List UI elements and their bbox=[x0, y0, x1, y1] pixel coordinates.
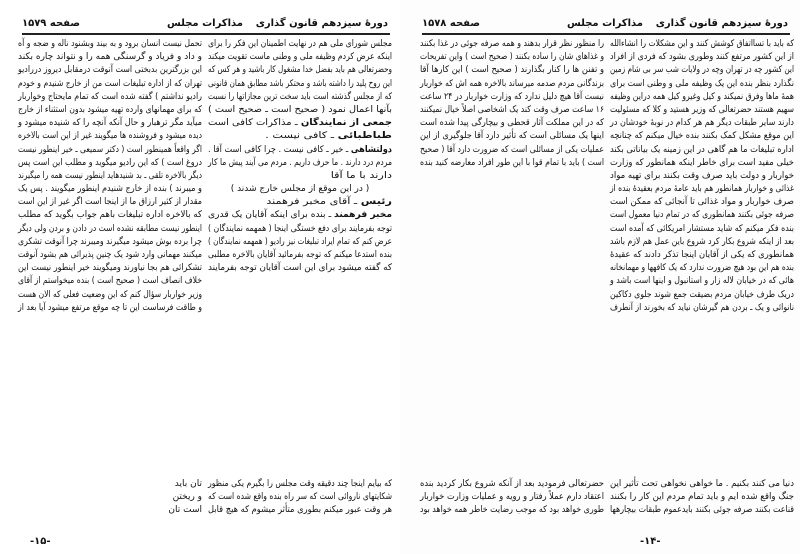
text-line: و میبرند ) بنده از خارج شنیدم اینطور میگویند . پس یک bbox=[18, 184, 203, 195]
text-line: صرف خواربار و مواد غذائی تا آنجائی که ممکن است bbox=[610, 197, 794, 208]
text-line: اگر واقعاً همینطور است ( دکتر سمیعی ـ خیر اینطور نیست bbox=[18, 144, 203, 155]
text-line: هائی که در خیابان لاله زار و استانبول و اینها است باشد و bbox=[610, 276, 794, 287]
text-line: همهٔ ماها وفرق نمیکند و کیل وغیرو کیل همه دراین وظیفه bbox=[610, 91, 794, 102]
text-line: صرفه جوئی بکنند همانطوری که در تمام دنیا معمول است bbox=[610, 210, 794, 221]
text-column-left bbox=[420, 38, 604, 170]
text-line: است تان bbox=[168, 505, 202, 516]
text-line: دروغ است ) که این رادیو میگوید و مطلب این است پس bbox=[18, 157, 203, 168]
text-line: اینکه عرض کردم وظیفه ملی و وطنی ماست تقویت میکند bbox=[208, 52, 392, 63]
text-line: وزیر خواربار سؤال کنم که این وضعیت فعلی که الان هست bbox=[17, 289, 202, 300]
text-line: نگذارد بنظر بنده این یک وظیفه ملی و وطنی است برای bbox=[610, 78, 794, 89]
text-line: تشکرائی هم بجا نیاورند ومیگویند خیر اینطور نیست این bbox=[17, 263, 202, 274]
text-line: تهران که از اداره تبلیغات است من از خارج شنیدم و خودم bbox=[18, 78, 202, 89]
text-line: خواربار و دولت باید صرف وقت بکنند برای تهیه مواد bbox=[610, 170, 794, 181]
text-line: مقدار از کثیر ارزاق ما از اینجا است اگر غیر از این است bbox=[18, 197, 203, 208]
page-number: صفحه ۱۵۷۸ bbox=[422, 18, 481, 29]
text-line: که بالاخره اداره تبلیغات باهم جواب بگوید که مطلب bbox=[18, 210, 203, 221]
text-column-right-bottom bbox=[610, 478, 794, 518]
period-title: دورهٔ سیزدهم قانون گذاری bbox=[655, 18, 788, 29]
text-line: توجه بفرمایند برای دفع خستگی اینجا ( همهمه نمایندگان ) bbox=[208, 223, 392, 234]
text-line: و طاقت فرساست این تا چه موقع مرتفع میشود آیا بعد از bbox=[18, 302, 203, 313]
text-line: این کشور چه در تهران وچه در ولایات شب سر بی شام زمین bbox=[610, 65, 794, 76]
text-line: بنده استدعا میکنم که توجه بفرمائید آقایان بالاخره مطلبی bbox=[208, 250, 392, 260]
text-column-left-bottom bbox=[420, 478, 604, 518]
text-line: عرض کنم که تمام ایراد تبلیغات نیز رادیو ( همهمه نمایندگان ) bbox=[208, 236, 392, 247]
text-line: که گفته میشود برای این است آقایان توجه بفرمایند bbox=[208, 263, 392, 274]
text-line: دارند سایر طبقات دیگر هم هر کدام در نوبهٔ خودشان در bbox=[610, 118, 794, 129]
text-line: ۱۶ ساعت صرف وقت کند یک اشخاصی اصلاً خیال نمیکنند bbox=[420, 104, 604, 115]
text-line: و تفنن ها را کنار بگذارند ( صحیح است ) این کارها آقا bbox=[420, 65, 604, 76]
text-line: هر وقت عبور میکنم بطوری متأثر میشوم که هیچ قابل bbox=[208, 505, 392, 516]
speaker-line bbox=[208, 144, 392, 157]
speaker-name: جمعی از نمایندگان bbox=[300, 118, 392, 129]
text-line: رادیو نداشتم ) گفته شده است که تمام مایحتاج وخواربار bbox=[18, 91, 203, 102]
page-folio: -۱۵- bbox=[30, 536, 51, 547]
publication-title: مذاکرات مجلس bbox=[566, 18, 644, 29]
speech-text: ـ کافی نیست . bbox=[265, 131, 338, 142]
text-line: عملیات یکی از مسائلی است که ضرورت دارد آقا ( صحیح bbox=[420, 144, 604, 155]
text-line: بنده هم این بود هیچ ضرورت ندارد که یک کافهها و مهمانخانه bbox=[610, 263, 794, 274]
text-line: و ریختن bbox=[172, 492, 202, 503]
text-line: مجلس شورای ملی هم در نهایت اطمینان این فکر را برای bbox=[208, 39, 392, 49]
text-line: سهیم هستند حضرتعالی که وزیر هستید و کلا که مسئولیت bbox=[610, 104, 794, 115]
text-line: که بیایم اینجا چند دقیقه وقت مجلس را بگیرم یکی منظور bbox=[208, 479, 392, 489]
text-line: حضرتعالی فرمودید بعد از آنکه شروع بکار کردید بنده bbox=[420, 479, 604, 489]
text-line: شکایتهای ناروائی است که سر راه بنده واقع شده است که bbox=[208, 492, 392, 503]
speech-text: ـ خیر ـ کافی نیست . چرا کافی است آقا . bbox=[208, 144, 351, 155]
header-rule bbox=[22, 33, 390, 35]
text-line: که در این مملکت آثار قحطی و بیچارگی پیدا شده است bbox=[420, 118, 604, 129]
text-line: را منظور نظر قرار بدهند و همه صرفه جوئی در غذا بکنند bbox=[420, 39, 604, 49]
text-line: وحضرتعالی هم باید بفضل خدا مشغول کار باشید و هر کس که bbox=[208, 65, 392, 76]
text-line: مردم درد دارند . ما حرف داریم . مردم می آیند پیش ما کار bbox=[208, 157, 392, 168]
text-line: بآنها اعمال نمود ( صحیح است ـ صحیح است ) bbox=[208, 104, 392, 115]
header-rule bbox=[422, 33, 790, 35]
text-line: میکنند مهمانی وارد شود یک چنین پذیرائی هم بشود آنوقت bbox=[18, 250, 203, 260]
text-line: اداره تبلیغات ما هم گاهی در این زمینه یک بیاناتی بکند bbox=[610, 144, 794, 155]
text-line: این روح پلید را داشته باشد و محتکر باشد مطابق همان قانونی bbox=[208, 78, 392, 89]
text-line: از این کشور مرتفع کنند وطوری بشود که فردی از افراد bbox=[610, 52, 794, 63]
text-line: تان باید bbox=[174, 479, 202, 489]
text-line: خلاف انصاف است ( صحیح است ) بنده میخواستم از آقای bbox=[17, 276, 202, 287]
text-line: است ) باید با تمام قوا با این طور افراد معارضه کنید بنده bbox=[420, 157, 604, 168]
text-column-left-bottom bbox=[18, 478, 202, 518]
text-line: که باید با تسااتفاق کوشش کنند و این مشکلات را انشاءالله bbox=[610, 39, 794, 49]
period-title: دورهٔ سیزدهم قانون گذاری bbox=[255, 18, 388, 29]
page-folio: -۱۴- bbox=[640, 536, 661, 547]
text-column-right bbox=[208, 38, 392, 275]
speaker-name: رئیس bbox=[360, 197, 392, 208]
text-line: اینها یک مسائلی است که تأثیر دارد آقا جلوگیری از این bbox=[420, 131, 604, 142]
page-header bbox=[422, 18, 788, 32]
speaker-line bbox=[205, 209, 392, 222]
text-line: که برای مهمانهای وارده تهیه میشود بدون استثناء از خارج bbox=[17, 104, 202, 115]
text-line: چرا برده بوش میشود میگیرند ومیبرند چرا آنوقت تشکری bbox=[18, 236, 202, 247]
text-line: و داد و فریاد و گرسنگی همه را و نتواند چاره بکند bbox=[17, 52, 202, 63]
text-line: میآید مگر ترهبار و حال آنکه آنچه را که شنیده میشود و bbox=[17, 118, 202, 129]
speech-text: ـ آقای مخبر فرهمند bbox=[266, 197, 361, 208]
speaker-name: مخبر فرهمند bbox=[334, 210, 392, 221]
text-line: بعد از اینکه شروع بکار کرد شروع باین عمل هم لازم باشد bbox=[610, 236, 794, 247]
text-line: قناعت بکنند صرفه جوئی بکنند بایدعموم طبقات بیچارهها bbox=[610, 505, 794, 516]
text-line: دریک طرف خیابان مردم بضیقت جمع شوند جلوی دکاکین bbox=[610, 289, 794, 300]
page-number: صفحه ۱۵۷۹ bbox=[22, 18, 81, 29]
speech-text: ـ بنده برای اینکه آقایان یک قدری bbox=[208, 210, 335, 221]
speaker-name: طباطبائی bbox=[337, 131, 392, 142]
text-line: جنگ واقع شده ایم و باید تمام مردم این کار را بکنند bbox=[610, 492, 794, 503]
text-line: که از مجلس گذشته است باید سخت ترین مجازاتها را نسبت bbox=[208, 91, 392, 102]
publication-title: مذاکرات مجلس bbox=[166, 18, 244, 29]
text-line: و غذاهای شان را ساده بکنند ( صحیح است ) واین تفریحات bbox=[420, 52, 604, 63]
text-column-right bbox=[610, 38, 794, 315]
text-line: بنده فکر میکنم که شاید مستشار امریکائی که آمده است bbox=[610, 223, 794, 234]
text-line: دیگر بالاخره تلقی ـ بد شنیدهاید اینطور نیست همه را میگیرند bbox=[18, 170, 203, 181]
page-header bbox=[22, 18, 388, 32]
stage-direction: ( در این موقع از مجلس خارج شدند ) bbox=[230, 184, 370, 195]
text-line: غذائی و خواربار همانطور هم باید عامهٔ مردم بعقیدهٔ بنده از bbox=[610, 184, 794, 195]
text-column-right-bottom bbox=[208, 478, 392, 518]
page-1578 bbox=[400, 0, 800, 554]
speaker-line bbox=[189, 117, 392, 130]
text-line: همانطوری که یکی از آقایان اینجا تذکر دادند که عقیدهٔ bbox=[610, 250, 794, 260]
text-line: دیده میشود و فروشنده ها میگویند غیر از این است بالاخره bbox=[17, 131, 203, 142]
text-line: اینطور نیست مطابقه نشده است در دادن و بردن ولی دیگر bbox=[18, 223, 203, 234]
text-line: دارند با ما آقا bbox=[330, 170, 392, 181]
text-line: دنیا می کنند بکنیم . ما خواهی نخواهی تحت تأثیر این bbox=[610, 479, 794, 489]
text-line: طوری خواهد بود که موجب رضایت خاطر همه خواهد بود bbox=[420, 505, 604, 516]
text-line: این موقع مشکل کمک بکنند بنده خیال میکنم که چنانچه bbox=[610, 131, 794, 142]
speech-text: ـ مذاکرات کافی است bbox=[208, 118, 301, 129]
text-line: خیلی مفید است برای خاطر اینکه همانطور که وزارت bbox=[610, 157, 794, 168]
text-line: بزندگانی مردم صدمه میرساند بالاخره همه اش که خواربار bbox=[420, 78, 604, 89]
speaker-name: دولتشاهی bbox=[350, 144, 392, 155]
text-column-left bbox=[18, 38, 202, 315]
text-line: این بزرگترین بدبختی است آنوقت درمقابل دیروز دررادیو bbox=[17, 65, 202, 76]
text-line: تحمل نیست انسان برود و به بیند وبشنود ناله و ضجه و آه bbox=[17, 39, 202, 49]
text-line: نیست آقا هیچ دلیل ندارد که وزارت خواربار در ۲۴ ساعت bbox=[420, 91, 604, 102]
text-line: اعتقاد دارم عملاً رفتار و رویه و عملیات وزارت خواربار bbox=[420, 492, 604, 503]
text-line: نانوائی و یک ـ بردن هم گیرشان نیاید که بخورند از آنطرف bbox=[610, 302, 794, 313]
